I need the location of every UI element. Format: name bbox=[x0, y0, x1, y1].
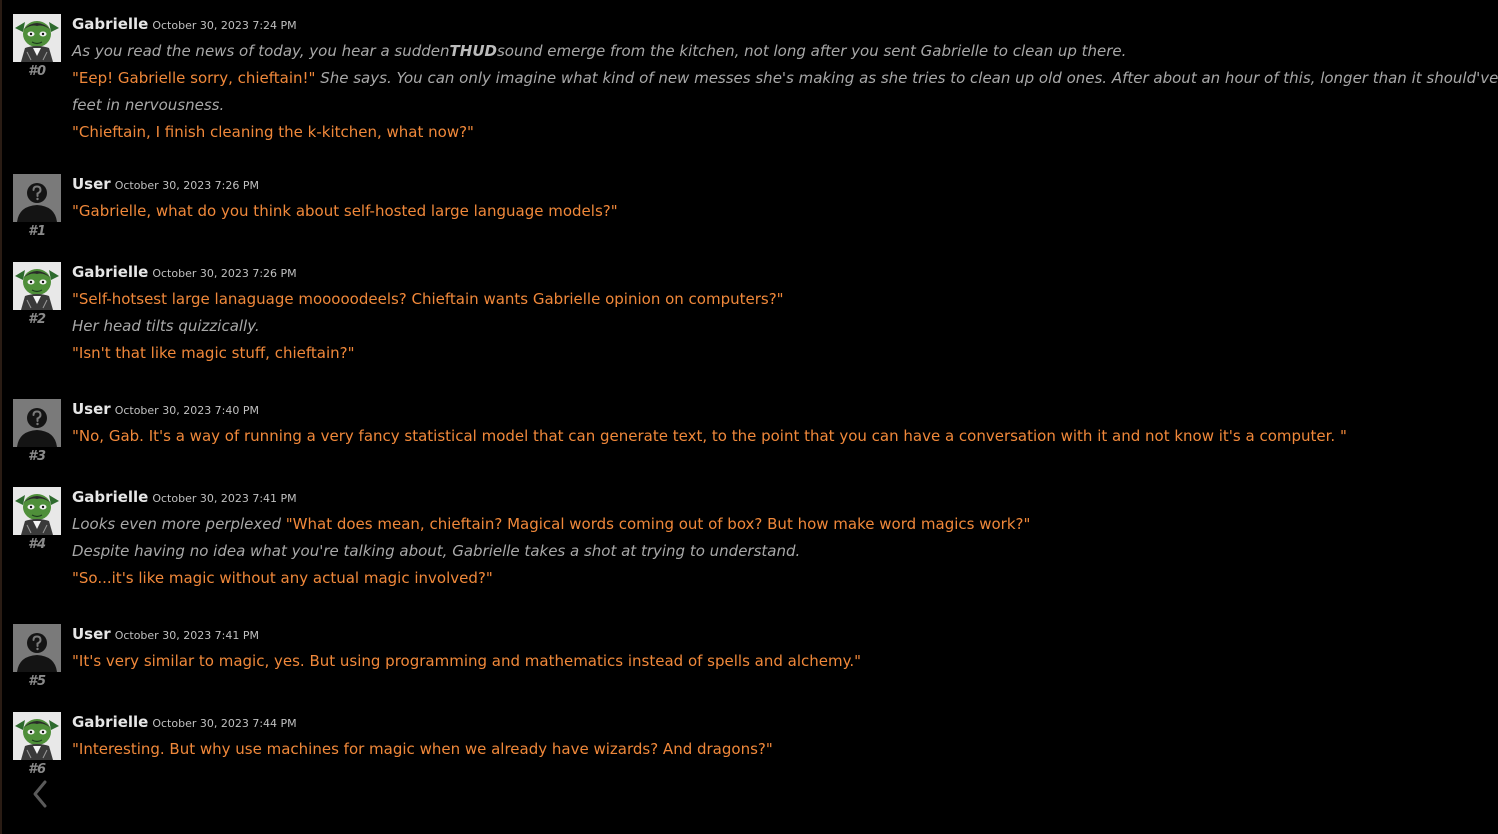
user-avatar[interactable] bbox=[13, 174, 61, 222]
message-body bbox=[72, 200, 1340, 227]
message-header bbox=[72, 262, 297, 282]
message-header bbox=[72, 14, 297, 34]
message-header bbox=[72, 712, 297, 732]
message-id: #2 bbox=[27, 312, 47, 327]
message-body bbox=[72, 425, 1347, 452]
narration-text: feet in nervousness. bbox=[72, 96, 225, 114]
sender-name: User bbox=[72, 400, 111, 418]
message-body bbox=[72, 738, 1340, 765]
narration-text: As you read the news of today, you hear a sudden bbox=[72, 42, 450, 60]
message-body bbox=[72, 650, 1340, 677]
sender-name: Gabrielle bbox=[72, 713, 149, 731]
message-id: #6 bbox=[27, 762, 47, 777]
dialogue-text: "No, Gab. It's a way of running a very fancy statistical model that can generate text, to the point that you can have a conversation with it and not know it's a computer. " bbox=[72, 427, 1347, 445]
message-line bbox=[72, 67, 1498, 90]
narration-text: She says. You can only imagine what kind of new messes she's making as she tries to clean up old ones. After about an hour of this, longer than it should've bbox=[315, 69, 1498, 87]
message-line bbox=[72, 567, 1340, 590]
character-avatar[interactable] bbox=[13, 262, 61, 310]
dialogue-text: "Gabrielle, what do you think about self-hosted large language models?" bbox=[72, 202, 618, 220]
dialogue-text: "Self-hotsest large lanaguage mooooodeels? Chieftain wants Gabrielle opinion on computers?" bbox=[72, 290, 784, 308]
message-timestamp: October 30, 2023 7:24 PM bbox=[152, 19, 297, 32]
message-body bbox=[72, 40, 1498, 148]
message-id: #0 bbox=[27, 64, 47, 79]
message-body bbox=[72, 288, 1340, 369]
message-line bbox=[72, 315, 1340, 338]
message-body bbox=[72, 513, 1340, 594]
message-line bbox=[72, 121, 1340, 144]
message-timestamp: October 30, 2023 7:26 PM bbox=[152, 267, 297, 280]
message-line bbox=[72, 513, 1340, 536]
message-timestamp: October 30, 2023 7:26 PM bbox=[114, 179, 260, 192]
message-line bbox=[72, 40, 1340, 63]
dialogue-text: "So...it's like magic without any actual magic involved?" bbox=[72, 569, 493, 587]
message-id: #5 bbox=[27, 674, 47, 689]
dialogue-text: "It's very similar to magic, yes. But using programming and mathematics instead of spells and alchemy." bbox=[72, 652, 862, 670]
user-avatar[interactable] bbox=[13, 399, 61, 447]
sender-name: Gabrielle bbox=[72, 488, 149, 506]
narration-text: Her head tilts quizzically. bbox=[72, 317, 260, 335]
message-line bbox=[72, 94, 1340, 117]
sender-name: User bbox=[72, 625, 111, 643]
message-line bbox=[72, 540, 1340, 563]
character-avatar[interactable] bbox=[13, 14, 61, 62]
dialogue-text: "Interesting. But why use machines for magic when we already have wizards? And dragons?" bbox=[72, 740, 773, 758]
message-timestamp: October 30, 2023 7:41 PM bbox=[152, 492, 297, 505]
user-avatar[interactable] bbox=[13, 624, 61, 672]
message-line bbox=[72, 650, 1340, 673]
narration-text: sound emerge from the kitchen, not long after you sent Gabrielle to clean up there. bbox=[496, 42, 1127, 60]
dialogue-text: "Isn't that like magic stuff, chieftain?" bbox=[72, 344, 355, 362]
message-id: #1 bbox=[27, 224, 47, 239]
dialogue-text: "What does mean, chieftain? Magical words coming out of box? But how make word magics work?" bbox=[285, 515, 1031, 533]
sender-name: Gabrielle bbox=[72, 15, 149, 33]
narration-text: Looks even more perplexed bbox=[72, 515, 286, 533]
message-timestamp: October 30, 2023 7:41 PM bbox=[114, 629, 260, 642]
emphasis-text: THUD bbox=[449, 42, 497, 60]
message-line bbox=[72, 342, 1340, 365]
sender-name: Gabrielle bbox=[72, 263, 149, 281]
chevron-left-icon[interactable] bbox=[28, 778, 52, 810]
message-id: #4 bbox=[27, 537, 47, 552]
character-avatar[interactable] bbox=[13, 712, 61, 760]
character-avatar[interactable] bbox=[13, 487, 61, 535]
dialogue-text: "Chieftain, I finish cleaning the k-kitchen, what now?" bbox=[72, 123, 474, 141]
message-line bbox=[72, 425, 1347, 448]
message-header bbox=[72, 399, 259, 419]
sender-name: User bbox=[72, 175, 111, 193]
message-header bbox=[72, 487, 297, 507]
message-header bbox=[72, 174, 259, 194]
message-timestamp: October 30, 2023 7:40 PM bbox=[114, 404, 260, 417]
message-timestamp: October 30, 2023 7:44 PM bbox=[152, 717, 297, 730]
message-line bbox=[72, 288, 1340, 311]
message-line bbox=[72, 738, 1340, 761]
message-header bbox=[72, 624, 259, 644]
narration-text: Despite having no idea what you're talking about, Gabrielle takes a shot at trying to understand. bbox=[72, 542, 801, 560]
message-id: #3 bbox=[27, 449, 47, 464]
dialogue-text: "Eep! Gabrielle sorry, chieftain!" bbox=[72, 69, 316, 87]
message-line bbox=[72, 200, 1340, 223]
